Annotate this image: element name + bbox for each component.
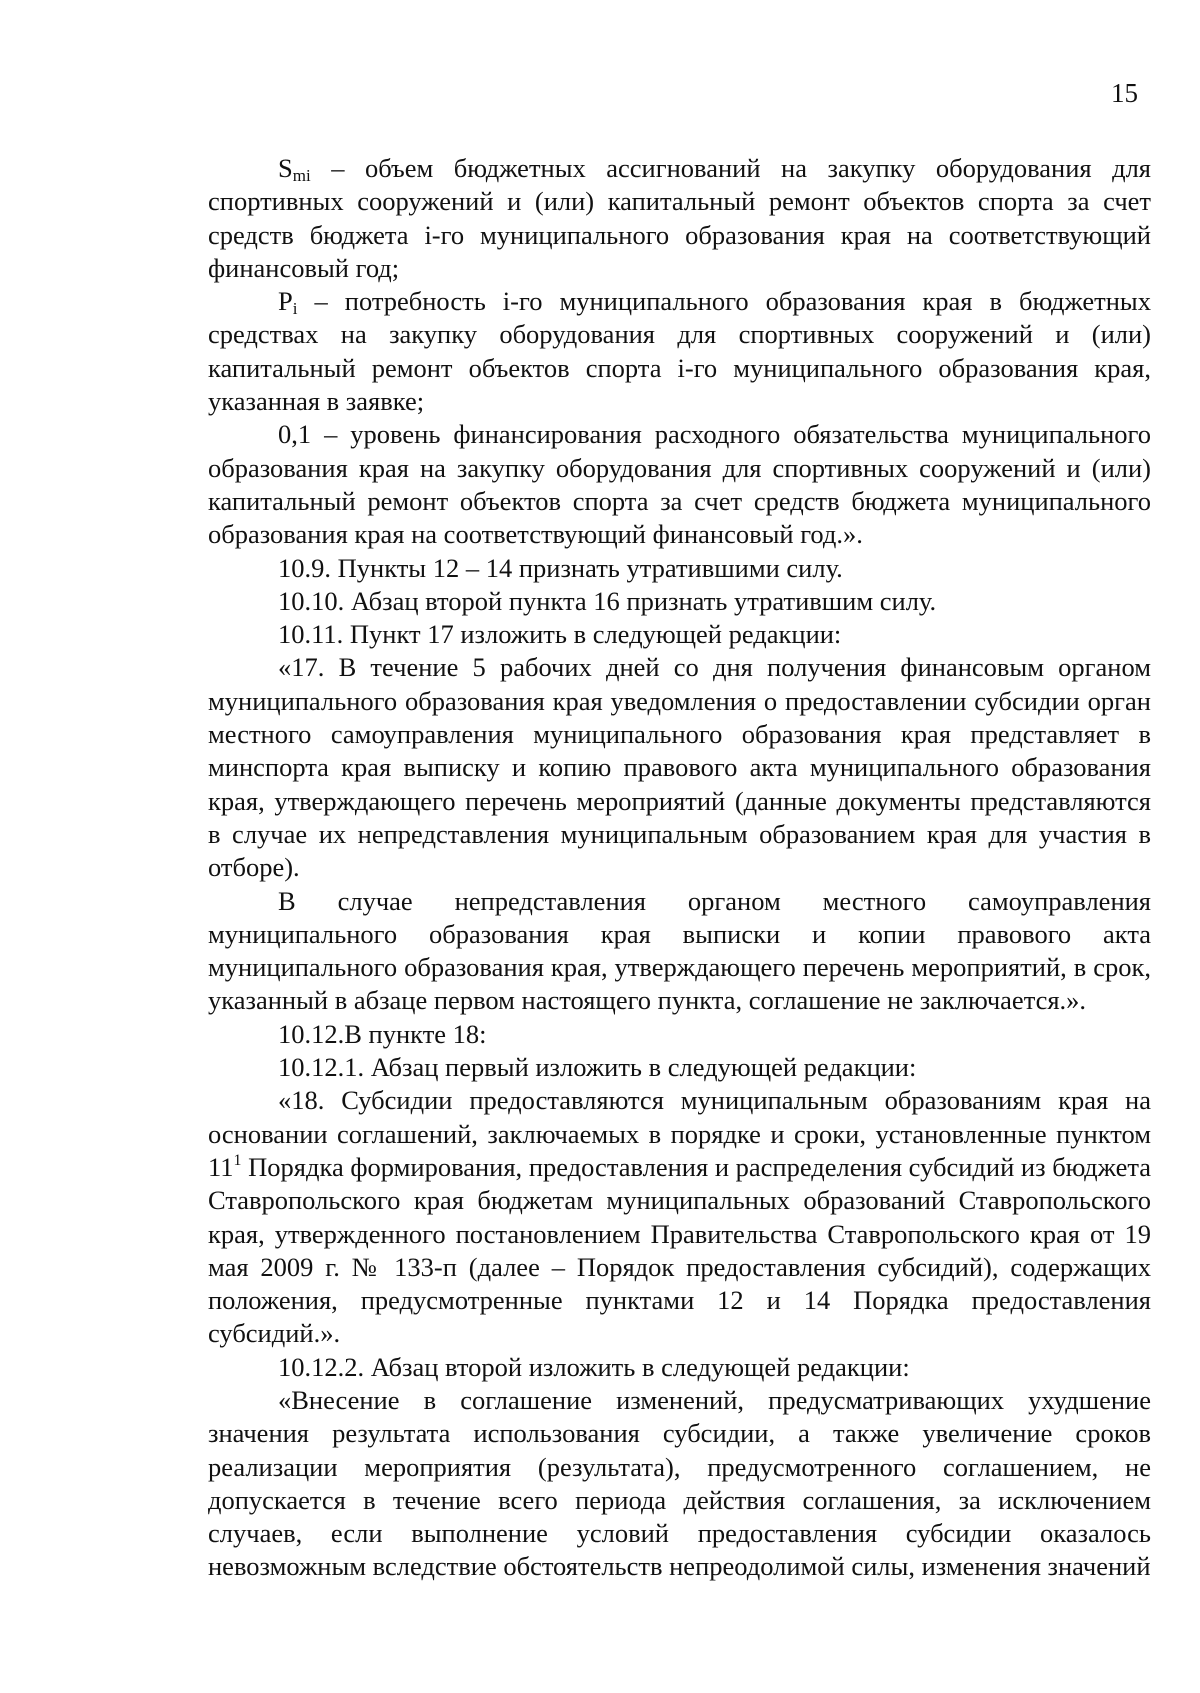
paragraph-financing-level: 0,1 – уровень финансирования расходного обязательства муниципального образования края на закупку оборудования для спортивных сооружений и (или) капитальный ремонт объектов спорта за счет средств бюджета муниципального образования края на соответствующий финансовый год.». <box>208 419 1151 550</box>
paragraph-non-submission: В случае непредставления органом местного самоуправления муниципального образования края выписки и копии правового акта муниципального образования края, утверждающего перечень мероприятий, в срок, указанный в абзаце первом настоящего пункта, соглашение не заключается.». <box>208 885 1151 1016</box>
symbol-p: P <box>278 286 293 317</box>
paragraph-text: – объем бюджетных ассигнований на закупку оборудования для спортивных сооружений и (или) капитальный ремонт объектов спорта за счет средств бюджета i-го муниципального образования края на соответствующий финансовый год; <box>208 153 1151 283</box>
paragraph-10-11: 10.11. Пункт 17 изложить в следующей редакции: <box>278 619 842 650</box>
paragraph-10-12-2: 10.12.2. Абзац второй изложить в следующей редакции: <box>278 1351 910 1382</box>
paragraph-10-12-1: 10.12.1. Абзац первый изложить в следующей редакции: <box>278 1052 917 1083</box>
paragraph-10-9: 10.9. Пункты 12 – 14 признать утратившими силу. <box>278 552 843 583</box>
document-body <box>208 152 1151 1584</box>
symbol-p-subscript: i <box>292 299 298 319</box>
paragraph-agreement-changes: «Внесение в соглашение изменений, предусматривающих ухудшение значения результата использования субсидии, а также увеличение сроков реализации мероприятия (результата), предусмотренного соглашением, не допускается в течение всего периода действия соглашения, за исключением случаев, если выполнение условий предоставления субсидии оказалось невозможным вследствие обстоятельств непреодолимой силы, изменения значений <box>208 1384 1151 1582</box>
paragraph-smi-definition <box>208 152 1151 285</box>
paragraph-10-10: 10.10. Абзац второй пункта 16 признать утратившим силу. <box>278 585 937 616</box>
symbol-s: S <box>278 153 293 183</box>
symbol-s-subscript: mi <box>292 166 311 185</box>
page-number: 15 <box>1111 78 1138 108</box>
paragraph-text: «18. Субсидии предоставляются муниципальным образованиям края на основании соглашений, заключаемых в порядке и сроки, установленные пунктом 11 <box>208 1085 1151 1182</box>
paragraph-item-18 <box>208 1084 1151 1350</box>
paragraph-pi-definition <box>208 285 1151 418</box>
paragraph-10-12: 10.12.В пункте 18: <box>278 1018 487 1049</box>
paragraph-text: Порядка формирования, предоставления и распределения субсидий из бюджета Ставропольского края бюджетам муниципальных образований Ставропольского края, утвержденного постановлением Правительства Ставропольского края от 19 мая 2009 г. № 133-п (далее – Порядок предоставления субсидий), содержащих положения, предусмотренные пунктами 12 и 14 Порядка предоставления субсидий.». <box>208 1151 1151 1349</box>
paragraph-text: – потребность i-го муниципального образования края в бюджетных средствах на закупку оборудования для спортивных сооружений и (или) капитальный ремонт объектов спорта i-го муниципального образования края, указанная в заявке; <box>208 286 1151 417</box>
paragraph-item-17: «17. В течение 5 рабочих дней со дня получения финансовым органом муниципального образования края уведомления о предоставлении субсидии орган местного самоуправления муниципального образования края представляет в минспорта края выписку и копию правового акта муниципального образования края, утверждающего перечень мероприятий (данные документы представляются в случае их непредставления муниципальным образованием края для участия в отборе). <box>208 652 1151 883</box>
superscript: 1 <box>233 1151 242 1169</box>
